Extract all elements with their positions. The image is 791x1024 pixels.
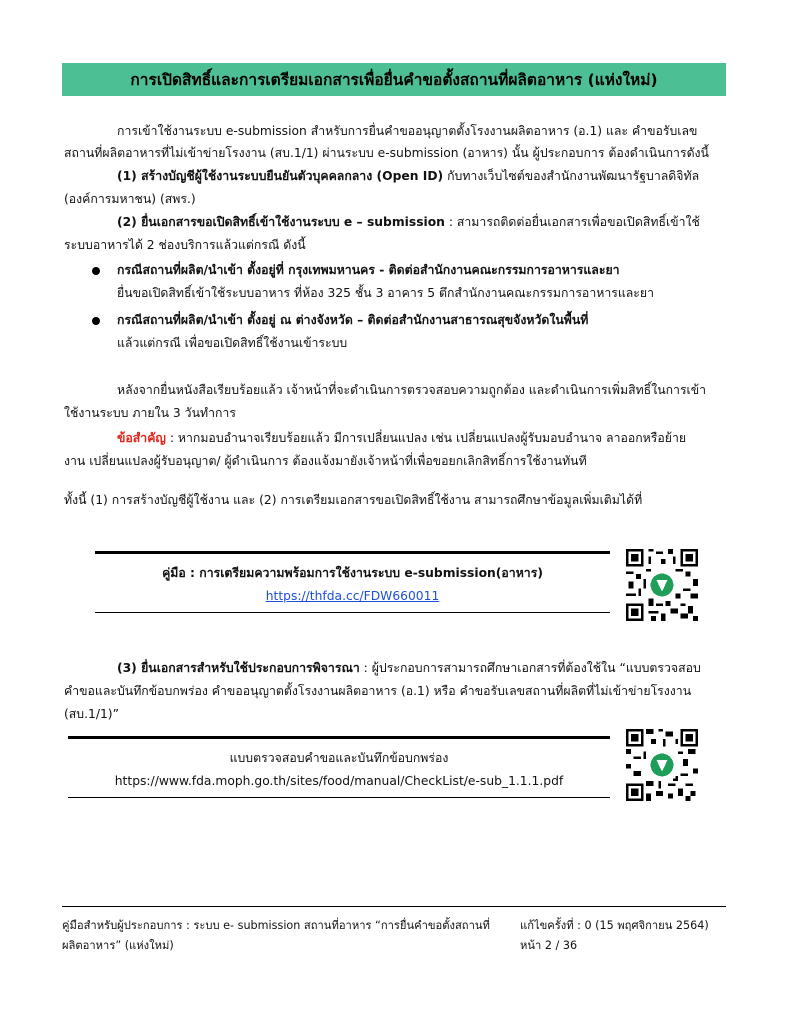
bullet1-title: กรณีสถานที่ผลิต/นำเข้า ตั้งอยู่ที่ กรุงเทพมหานคร - ติดต่อสำนักงานคณะกรรมการอาหารและยา [117, 263, 620, 277]
important-line [117, 428, 686, 448]
qr-code-icon [626, 729, 698, 801]
step3-line [117, 658, 701, 678]
step2-line-2: ระบบอาหารได้ 2 ช่องบริการแล้วแต่กรณี ดังนี้ [64, 238, 306, 252]
checklist-box-bottom-rule [68, 797, 610, 798]
footer-manual-line-2: ผลิตอาหาร” (แห่งใหม่) [62, 939, 174, 952]
summary-text: ทั้งนี้ (1) การสร้างบัญชีผู้ใช้งาน และ (2) การเตรียมเอกสารขอเปิดสิทธิ์ใช้งาน สามารถศึกษาข้อมูลเพิ่มเติมได้ที่ [64, 493, 643, 507]
manual-link[interactable]: https://thfda.cc/FDW660011 [265, 589, 440, 603]
checklist-box-title: แบบตรวจสอบคำขอและบันทึกข้อบกพร่อง [229, 751, 449, 765]
footer-page-number: หน้า 2 / 36 [520, 939, 578, 952]
step1-line [117, 166, 699, 186]
footer-revision: แก้ไขครั้งที่ : 0 (15 พฤศจิกายน 2564) [520, 919, 709, 932]
intro-line-1: การเข้าใช้งานระบบ e-submission สำหรับการยื่นคำขออนุญาตตั้งโรงงานผลิตอาหาร (อ.1) และ คำขอรับเลข [117, 124, 698, 138]
after-line-1: หลังจากยื่นหนังสือเรียบร้อยแล้ว เจ้าหน้าที่จะดำเนินการตรวจสอบความถูกต้อง และดำเนินการเพิ่มสิทธิ์ในการเข้า [117, 383, 707, 397]
important-line-2: งาน เปลี่ยนแปลงผู้รับอนุญาต/ ผู้ดำเนินการ ต้องแจ้งมายังเจ้าหน้าที่เพื่อขอยกเลิกสิทธิ์การใช้งานทันที [64, 454, 587, 468]
manual-box-link-wrap [95, 586, 610, 606]
intro-line-2: สถานที่ผลิตอาหารที่ไม่เข้าข่ายโรงงาน (สบ.1/1) ผ่านระบบ e-submission (อาหาร) นั้น ผู้ประกอบการ ต้องดำเนินการดังนี้ [64, 146, 709, 160]
page-banner-title: การเปิดสิทธิ์และการเตรียมเอกสารเพื่อยื่นคำขอตั้งสถานที่ผลิตอาหาร (แห่งใหม่) [62, 63, 726, 96]
bullet-dot-2 [92, 317, 100, 325]
step2-text: : สามารถติดต่อยื่นเอกสารเพื่อขอเปิดสิทธิ์เข้าใช้ [444, 215, 700, 229]
step1-heading: (1) สร้างบัญชีผู้ใช้งานระบบยืนยันตัวบุคคลกลาง (Open ID) [117, 169, 444, 183]
step3-line-3: (สบ.1/1)” [64, 707, 119, 721]
after-line-2: ใช้งานระบบ ภายใน 3 วันทำการ [64, 406, 236, 420]
manual-box-title: คู่มือ : การเตรียมความพร้อมการใช้งานระบบ e-submission(อาหาร) [162, 566, 543, 580]
step2-line [117, 212, 700, 232]
footer-manual-line-1: คู่มือสำหรับผู้ประกอบการ : ระบบ e- submission สถานที่อาหาร “การยื่นคำขอตั้งสถานที่ [62, 919, 490, 932]
bullet2-title: กรณีสถานที่ผลิต/นำเข้า ตั้งอยู่ ณ ต่างจังหวัด – ติดต่อสำนักงานสาธารณสุขจังหวัดในพื้นที่ [117, 313, 589, 327]
manual-box-bottom-rule [95, 612, 610, 613]
important-label: ข้อสำคัญ [117, 431, 166, 445]
qr-code-icon [626, 549, 698, 621]
step2-heading: (2) ยื่นเอกสารขอเปิดสิทธิ์เข้าใช้งานระบบ e – submission [117, 215, 445, 229]
step3-heading: (3) ยื่นเอกสารสำหรับใช้ประกอบการพิจารณา [117, 661, 360, 675]
step1-text: กับทางเว็บไซต์ของสำนักงานพัฒนารัฐบาลดิจิทัล [443, 169, 700, 183]
checklist-box-url[interactable]: https://www.fda.moph.go.th/sites/food/manual/CheckList/e-sub_1.1.1.pdf [114, 774, 564, 788]
step3-line-2: คำขอและบันทึกข้อบกพร่อง คำขออนุญาตตั้งโรงงานผลิตอาหาร (อ.1) หรือ คำขอรับเลขสถานที่ผลิตที่ไม่เข้าข่ายโรงงาน [64, 684, 692, 698]
manual-box-top-rule [95, 551, 610, 554]
checklist-box-top-rule [68, 736, 610, 739]
step3-text: : ผู้ประกอบการสามารถศึกษาเอกสารที่ต้องใช้ใน “แบบตรวจสอบ [359, 661, 701, 675]
bullet1-detail: ยื่นขอเปิดสิทธิ์เข้าใช้ระบบอาหาร ที่ห้อง 325 ชั้น 3 อาคาร 5 ตึกสำนักงานคณะกรรมการอาหารและยา [117, 286, 655, 300]
bullet2-detail: แล้วแต่กรณี เพื่อขอเปิดสิทธิ์ใช้งานเข้าระบบ [117, 336, 348, 350]
important-text: : หากมอบอำนาจเรียบร้อยแล้ว มีการเปลี่ยนแปลง เช่น เปลี่ยนแปลงผู้รับมอบอำนาจ ลาออกหรือย้าย [165, 431, 687, 445]
footer-rule [62, 906, 726, 907]
bullet-dot-1 [92, 267, 100, 275]
step1-line-2: (องค์การมหาชน) (สพร.) [64, 192, 196, 206]
